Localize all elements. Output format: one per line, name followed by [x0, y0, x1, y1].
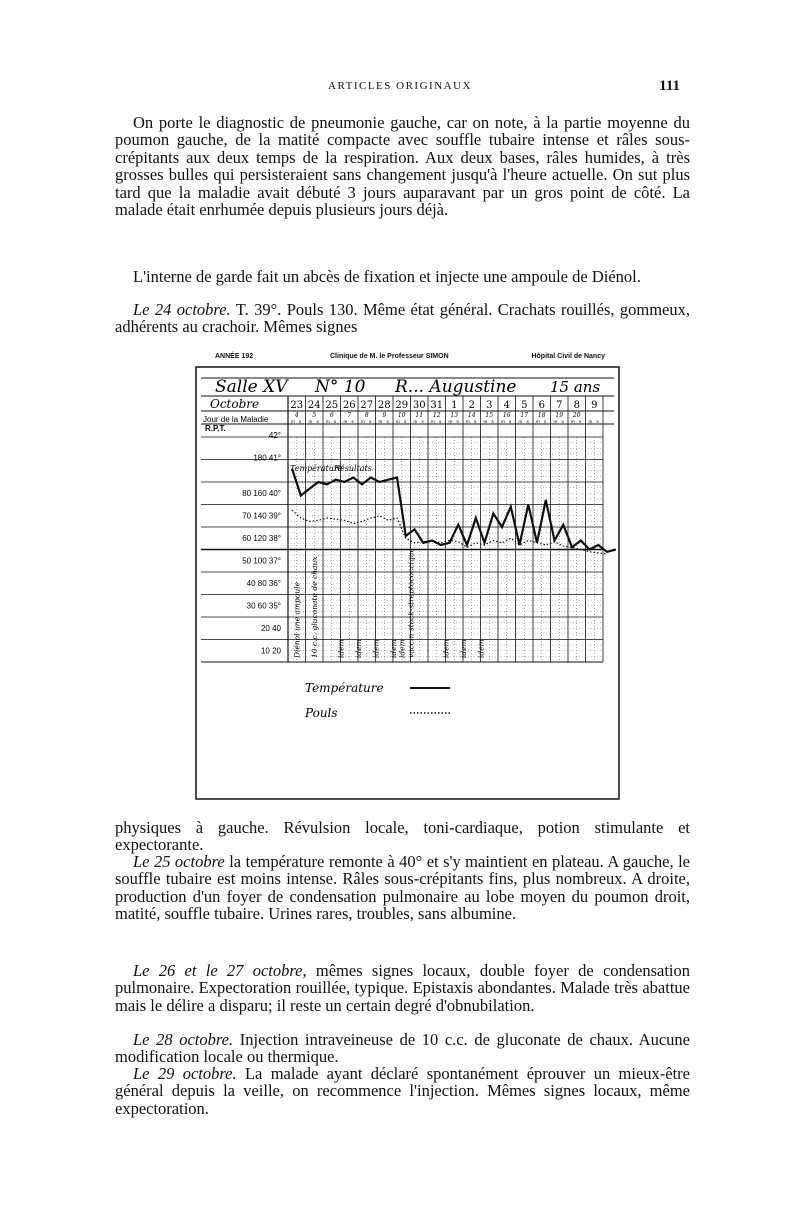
- morning-label: m: [536, 419, 540, 424]
- chart-number: N° 10: [315, 377, 366, 397]
- text-25: la température remonte à 40° et s'y maintient en plateau. A gauche, le souffle tubaire est moins intense. Râles sous-crépitants fins, plus nombreux. A droite, production d'un foyer de condensation pulmonaire au lobe moyen du poumon droit, matité, souffle tubaire. Urines rares, troubles, sans albumine.: [115, 852, 691, 924]
- day-number: 16: [502, 412, 511, 419]
- morning-label: m: [588, 419, 593, 424]
- morning-label: m: [396, 419, 400, 424]
- treatment-annotation: idem: [441, 639, 451, 658]
- evening-label: s: [404, 419, 407, 424]
- day-number: 18: [537, 412, 546, 419]
- date-28: Le 28 octobre.: [133, 1030, 234, 1049]
- date-label: 29: [395, 400, 409, 411]
- text-26-27: mêmes signes locaux, double foyer de condensation pulmonaire. Expectoration rouillée, typique. Epistaxis abondantes. Malade très abattue mais le délire a disparu; il reste un certain degré d'obnubilation.: [115, 961, 691, 1015]
- date-label: 26: [342, 400, 356, 411]
- y-axis-label: 70 140 39°: [242, 511, 281, 521]
- date-label: 3: [486, 400, 493, 411]
- evening-label: s: [386, 419, 389, 424]
- date-label: 2: [468, 400, 475, 411]
- chart-day-row-label: Jour de la Maladie: [203, 415, 269, 424]
- legend-pulse-label: Pouls: [305, 706, 338, 720]
- day-number: 7: [347, 412, 352, 419]
- morning-label: m: [448, 419, 453, 424]
- evening-label: s: [439, 419, 442, 424]
- day-number: 9: [382, 412, 387, 419]
- y-axis-label: 20 40: [260, 624, 281, 633]
- treatment-annotation: idem: [353, 639, 363, 658]
- paragraph-diagnosis: On porte le diagnostic de pneumonie gauche, car on note, à la partie moyenne du poumon gauche, de la matité compacte avec souffle tubaire intense et râles sous-crépitants aux deux temps de la respiration. Aux deux bases, râles humides, à très grosses bulles qui persisteraient sans changement jusqu'à l'heure actuelle. On sut plus tard que la maladie avait débuté 3 jours auparavant par un gros point de côté. La malade était enrhumée depuis plusieurs jours déjà.: [115, 113, 690, 220]
- morning-label: m: [483, 419, 488, 424]
- date-label: 8: [573, 400, 580, 411]
- text-24: T. 39°. Pouls 130. Même état général. Crachats rouillés, gommeux, adhérents au crachoir. Mêmes signes: [115, 300, 690, 337]
- morning-label: m: [466, 419, 470, 424]
- morning-label: m: [413, 419, 418, 424]
- evening-label: s: [561, 419, 564, 424]
- temperature-chart: [195, 366, 620, 801]
- morning-label: m: [501, 419, 505, 424]
- date-label: 28: [377, 400, 391, 411]
- evening-label: s: [509, 419, 512, 424]
- evening-label: s: [526, 419, 529, 424]
- date-29: Le 29 octobre.: [133, 1064, 237, 1083]
- morning-label: m: [431, 419, 435, 424]
- day-number: 5: [312, 412, 317, 419]
- day-number: 10: [397, 412, 406, 419]
- evening-label: s: [316, 419, 319, 424]
- y-axis-label: 30 60 35°: [246, 601, 281, 611]
- text-28: Injection intraveineuse de 10 c.c. de gluconate de chaux. Aucune modification locale ou thermique.: [115, 1030, 690, 1067]
- evening-label: s: [421, 419, 424, 424]
- running-title: ARTICLES ORIGINAUX: [328, 80, 472, 92]
- chart-month: Octobre: [210, 397, 260, 411]
- legend-temperature-label: Température: [305, 681, 384, 695]
- evening-label: s: [474, 419, 477, 424]
- y-axis-label: 80 160 40°: [242, 489, 281, 498]
- y-axis-label: 40 80 36°: [246, 579, 281, 588]
- page-number: 111: [659, 78, 680, 94]
- paragraph-interne: L'interne de garde fait un abcès de fixation et injecte une ampoule de Diénol.: [133, 267, 641, 286]
- evening-label: s: [491, 419, 494, 424]
- y-axis-label: 10 20: [260, 646, 281, 656]
- paragraph-28-octobre: [115, 1031, 690, 1066]
- morning-label: m: [291, 419, 295, 424]
- morning-label: m: [378, 419, 383, 424]
- day-number: 14: [467, 412, 476, 419]
- treatment-annotation: Diénol une ampoule: [292, 581, 302, 658]
- evening-label: s: [579, 419, 582, 424]
- treatment-annotation: idem: [388, 639, 398, 658]
- chart-age: 15 ans: [550, 378, 601, 396]
- chart-rpt-label: R.P.T.: [205, 424, 226, 433]
- evening-label: s: [369, 419, 372, 424]
- evening-label: s: [299, 419, 302, 424]
- evening-label: s: [596, 419, 599, 424]
- morning-label: m: [571, 419, 575, 424]
- date-label: 7: [556, 400, 563, 411]
- date-25: Le 25 octobre: [133, 852, 225, 871]
- treatment-annotation: idem: [397, 639, 407, 658]
- day-number: 4: [294, 412, 299, 419]
- y-axis-label: 180 41°: [253, 453, 281, 463]
- evening-label: s: [544, 419, 547, 424]
- day-number: 6: [329, 412, 334, 419]
- date-label: 25: [325, 400, 339, 411]
- evening-label: s: [334, 419, 337, 424]
- treatment-annotation: idem: [458, 639, 468, 658]
- treatment-annotation: idem: [336, 639, 346, 658]
- text-29: La malade ayant déclaré spontanément éprouver un mieux-être général depuis la veille, on recommence l'injection. Mêmes signes locaux, même expectoration.: [115, 1064, 690, 1118]
- y-axis-label: 42°: [268, 431, 281, 440]
- evening-label: s: [456, 419, 459, 424]
- paragraph-26-27-octobre: [115, 962, 690, 1014]
- morning-label: m: [518, 419, 523, 424]
- morning-label: m: [553, 419, 558, 424]
- day-number: 12: [432, 412, 441, 419]
- chart-header-line: [215, 353, 605, 367]
- treatment-annotation: idem: [476, 639, 486, 658]
- chart-salle: Salle XV: [215, 377, 288, 397]
- morning-label: m: [326, 419, 330, 424]
- date-label: 23: [290, 400, 304, 411]
- date-label: 24: [307, 400, 321, 411]
- chart-hospital: Hôpital Civil de Nancy: [531, 353, 605, 360]
- day-number: 11: [415, 412, 424, 419]
- treatment-annotation: vaccin stock-streptococcique: [406, 547, 416, 658]
- chart-patient: R... Augustine: [395, 377, 517, 397]
- paragraph-29-octobre: [115, 1065, 690, 1117]
- morning-label: m: [343, 419, 348, 424]
- date-label: 31: [430, 400, 444, 411]
- date-label: 27: [360, 400, 374, 411]
- morning-label: m: [361, 419, 365, 424]
- treatment-annotation: idem: [371, 639, 381, 658]
- date-24: Le 24 octobre.: [133, 300, 231, 319]
- evening-label: s: [351, 419, 354, 424]
- morning-label: m: [308, 419, 313, 424]
- day-number: 17: [520, 412, 529, 419]
- y-axis-label: 60 120 38°: [242, 534, 281, 543]
- date-label: 5: [521, 400, 528, 411]
- page-header: [0, 78, 800, 98]
- date-label: 4: [503, 400, 510, 411]
- date-label: 1: [451, 400, 458, 411]
- column-header: Résultats: [334, 464, 372, 473]
- day-number: 20: [572, 412, 581, 419]
- paragraph-25-octobre: [115, 853, 690, 923]
- chart-clinic: Clinique de M. le Professeur SIMON: [330, 353, 449, 360]
- day-number: 8: [364, 412, 369, 419]
- day-number: 19: [555, 412, 564, 419]
- chart-year: ANNÉE 192: [215, 353, 254, 360]
- date-label: 9: [591, 400, 598, 411]
- column-header: Température: [290, 464, 343, 473]
- paragraph-continued: physiques à gauche. Révulsion locale, toni-cardiaque, potion stimulante et expectorante.: [115, 818, 690, 855]
- date-label: 30: [412, 400, 426, 411]
- day-number: 13: [450, 412, 459, 419]
- date-26-27: Le 26 et le 27 octobre,: [133, 961, 307, 980]
- paragraph-24-octobre: [115, 301, 690, 336]
- y-axis-label: 50 100 37°: [242, 556, 281, 566]
- treatment-annotation: 10 c.c. gluconate de chaux: [310, 556, 319, 658]
- day-number: 15: [485, 412, 494, 419]
- date-label: 6: [538, 400, 545, 411]
